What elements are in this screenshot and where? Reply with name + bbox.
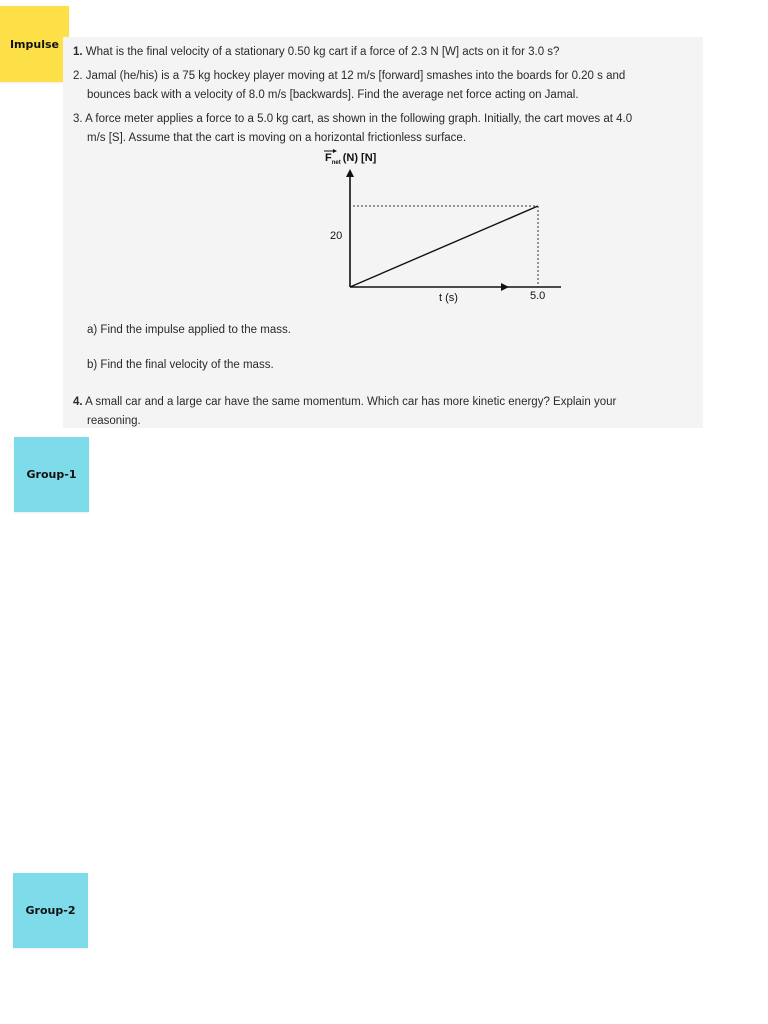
- question-2-line-1: Jamal (he/his) is a 75 kg hockey player moving at 12 m/s [forward] smashes into the boards for 0.20 s and: [85, 70, 626, 82]
- y-axis-arrow: [346, 169, 354, 177]
- question-2-line-2: bounces back with a velocity of 8.0 m/s [backwards]. Find the average net force acting on Jamal.: [87, 89, 579, 101]
- force-time-graph: [253, 145, 546, 305]
- force-line: [350, 206, 538, 287]
- vector-arrow-head: [333, 149, 337, 153]
- question-2-number: 2.: [73, 70, 83, 82]
- y-axis-label: $F_{net}$ (N) [N]: [325, 152, 377, 166]
- question-3-line-1: A force meter applies a force to a 5.0 kg cart, as shown in the following graph. Initially, the cart moves at 4.0: [85, 113, 633, 125]
- sticky-note-group-2[interactable]: [13, 873, 88, 948]
- question-1-number: 1.: [73, 46, 83, 58]
- question-1: [73, 43, 673, 62]
- question-1-text: What is the final velocity of a stationary 0.50 kg cart if a force of 2.3 N [W] acts on it for 3.0 s?: [85, 46, 560, 58]
- question-4-number: 4.: [73, 396, 83, 408]
- question-4-line-1: A small car and a large car have the same momentum. Which car has more kinetic energy? Explain your: [85, 396, 617, 408]
- x-tick-label: 5.0: [530, 290, 546, 302]
- sticky-note-impulse[interactable]: [0, 6, 69, 82]
- question-4-line-2: reasoning.: [87, 415, 141, 427]
- x-axis-label: t (s): [439, 292, 458, 304]
- worksheet-panel[interactable]: [63, 37, 703, 428]
- question-3: [73, 110, 673, 148]
- y-tick-label: 20: [330, 230, 343, 242]
- question-3b: b) Find the final velocity of the mass.: [87, 359, 274, 371]
- sticky-note-impulse-label: Impulse: [9, 38, 60, 51]
- question-3a: a) Find the impulse applied to the mass.: [87, 324, 291, 336]
- question-4: [73, 393, 673, 431]
- sticky-note-group-2-label: Group-2: [25, 904, 76, 917]
- question-3-line-2: m/s [S]. Assume that the cart is moving on a horizontal frictionless surface.: [87, 132, 467, 144]
- question-2: [73, 67, 673, 105]
- sticky-note-group-1-label: Group-1: [26, 468, 77, 481]
- sticky-note-group-1[interactable]: [14, 437, 89, 512]
- x-axis-arrow: [501, 283, 509, 291]
- question-3-number: 3.: [73, 113, 83, 125]
